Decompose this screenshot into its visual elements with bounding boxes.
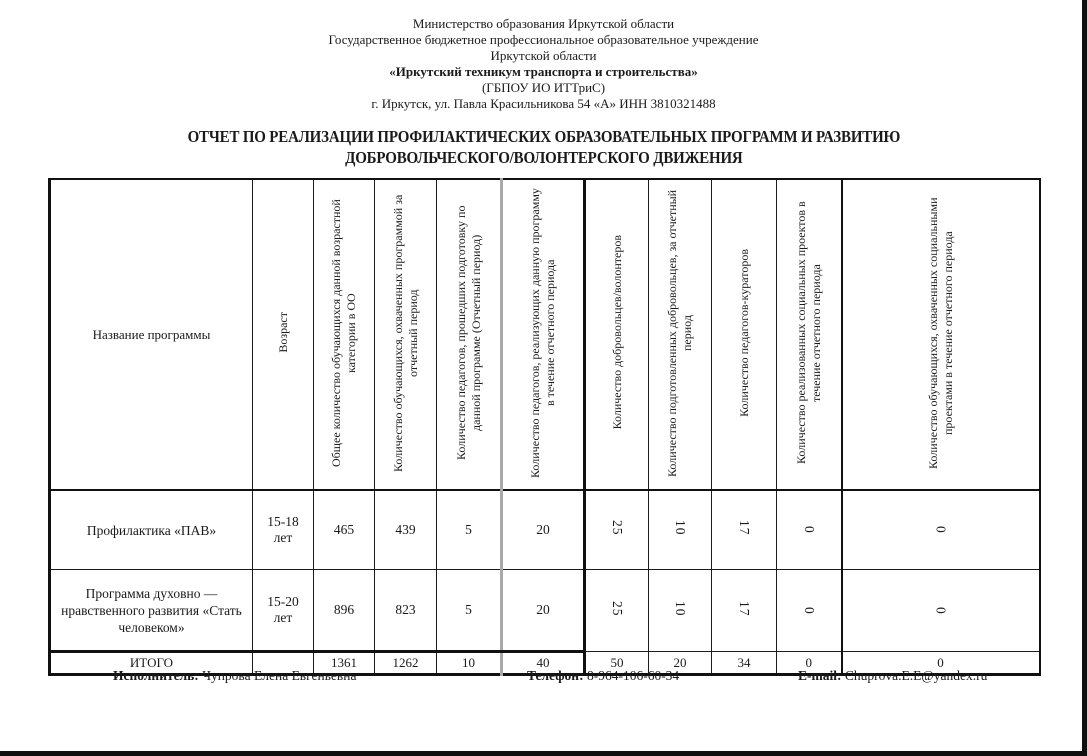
header-program-name: Название программы <box>50 179 253 490</box>
cell-volunteers: 25 <box>585 570 649 652</box>
org-header <box>0 16 1087 112</box>
cell-teachers-trained: 5 <box>437 570 502 652</box>
phone-field <box>527 668 679 684</box>
totals-teachers-trained: 10 <box>437 652 502 675</box>
org-address: г. Иркутск, ул. Павла Красильникова 54 «А» ИНН 3810321488 <box>371 96 716 111</box>
executor-field <box>113 668 357 684</box>
table-row-pav <box>50 490 1040 570</box>
cell-students-covered: 823 <box>375 570 437 652</box>
cell-age: 15-20 лет <box>253 570 314 652</box>
cell-students-in-projects: 0 <box>842 570 1040 652</box>
cell-teachers-trained: 5 <box>437 490 502 570</box>
report-title <box>0 126 1087 168</box>
phone-value: 8-964-106-60-34 <box>586 668 680 683</box>
email-field <box>798 668 987 684</box>
header-social-projects: Количество реализованных социальных проектов в течение отчетного периода <box>777 179 842 490</box>
org-header-line-3: Иркутской области <box>490 48 597 63</box>
header-curator-teachers: Количество педагогов-кураторов <box>712 179 777 490</box>
cell-program-name: Профилактика «ПАВ» <box>50 490 253 570</box>
header-teachers-implementing: Количество педагогов, реализующих данную программу в течение отчетного периода <box>502 179 585 490</box>
header-volunteers-trained: Количество подготовленных добровольцев, за отчетный период <box>649 179 712 490</box>
table-header-row <box>50 179 1040 490</box>
header-age: Возраст <box>253 179 314 490</box>
cell-volunteers-trained: 10 <box>649 490 712 570</box>
cell-teachers-implementing: 20 <box>502 490 585 570</box>
cell-volunteers-trained: 10 <box>649 570 712 652</box>
totals-curator-teachers: 34 <box>712 652 777 675</box>
totals-teachers-implementing: 40 <box>502 652 585 675</box>
header-volunteers: Количество добровольцев/волонтеров <box>585 179 649 490</box>
cell-students-in-projects: 0 <box>842 490 1040 570</box>
totals-volunteers-trained: 20 <box>649 652 712 675</box>
cell-curator-teachers: 17 <box>712 570 777 652</box>
cell-volunteers: 25 <box>585 490 649 570</box>
report-title-line-1: ОТЧЕТ ПО РЕАЛИЗАЦИИ ПРОФИЛАКТИЧЕСКИХ ОБРАЗОВАТЕЛЬНЫХ ПРОГРАММ И РАЗВИТИЮ <box>187 127 900 146</box>
report-table <box>48 178 1041 676</box>
org-name: «Иркутский техникум транспорта и строительства» <box>389 64 698 79</box>
cell-students-covered: 439 <box>375 490 437 570</box>
cell-social-projects: 0 <box>777 570 842 652</box>
email-value: Chuprova.E.E@yandex.ru <box>844 668 988 683</box>
cell-program-name: Программа духовно — нравственного развития «Стать человеком» <box>50 570 253 652</box>
report-footer <box>0 668 1087 688</box>
phone-label: Телефон: <box>527 668 584 683</box>
totals-social-projects: 0 <box>777 652 842 675</box>
executor-value: Чупрова Елена Евгеньевна <box>202 668 357 683</box>
header-students-total: Общее количество обучающихся данной возрастной категории в ОО <box>314 179 375 490</box>
report-title-line-2: ДОБРОВОЛЬЧЕСКОГО/ВОЛОНТЕРСКОГО ДВИЖЕНИЯ <box>344 148 743 167</box>
cell-teachers-implementing: 20 <box>502 570 585 652</box>
page-frame-right <box>1082 0 1087 756</box>
org-header-line-2: Государственное бюджетное профессиональное образовательное учреждение <box>328 32 759 47</box>
totals-students-covered: 1262 <box>375 652 437 675</box>
cell-social-projects: 0 <box>777 490 842 570</box>
org-abbreviation: (ГБПОУ ИО ИТТриС) <box>481 80 606 95</box>
totals-label: ИТОГО <box>50 652 253 675</box>
cell-age: 15-18 лет <box>253 490 314 570</box>
header-students-in-projects: Количество обучающихся, охваченных социальными проектами в течение отчетного периода <box>842 179 1040 490</box>
org-header-line-1: Министерство образования Иркутской области <box>412 16 675 31</box>
header-teachers-trained: Количество педагогов, прошедших подготовку по данной программе (Отчетный период) <box>437 179 502 490</box>
report-table-container <box>48 178 1041 676</box>
page-frame-bottom <box>0 751 1087 756</box>
totals-volunteers: 50 <box>585 652 649 675</box>
totals-students-total: 1361 <box>314 652 375 675</box>
table-row-stat-chelovekom <box>50 570 1040 652</box>
cell-curator-teachers: 17 <box>712 490 777 570</box>
totals-students-in-projects: 0 <box>842 652 1040 675</box>
email-label: E-mail: <box>798 668 842 683</box>
header-students-covered: Количество обучающихся, охваченных программой за отчетный период <box>375 179 437 490</box>
executor-label: Исполнитель: <box>113 668 199 683</box>
cell-students-total: 896 <box>314 570 375 652</box>
cell-students-total: 465 <box>314 490 375 570</box>
